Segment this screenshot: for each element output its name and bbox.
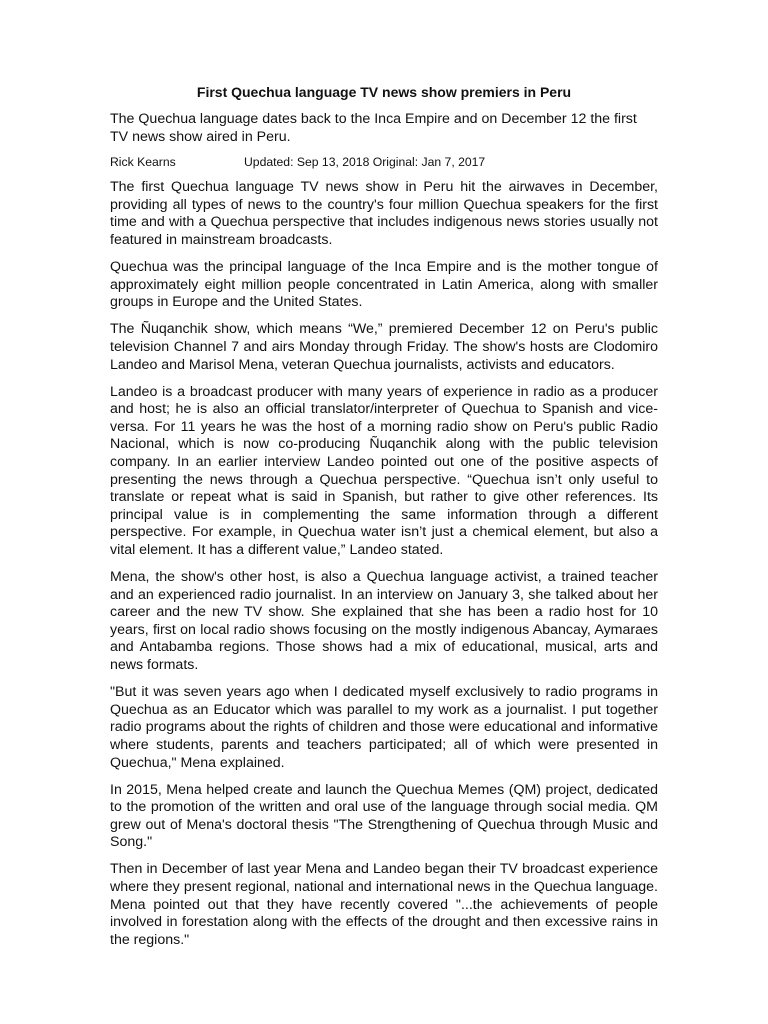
paragraph-3: The Ñuqanchik show, which means “We,” premiered December 12 on Peru's public television Channel 7 and airs Monday through Friday. The show's hosts are Clodomiro Landeo and Marisol Mena, veteran Quechua journalists, activists and educators. [110,321,658,373]
byline [110,155,658,170]
paragraph-2: Quechua was the principal language of the Inca Empire and is the mother tongue of approximately eight million people concentrated in Latin America, along with smaller groups in Europe and the United States. [110,259,658,311]
paragraph-5: Mena, the show's other host, is also a Quechua language activist, a trained teacher and an experienced radio journalist. In an interview on January 3, she talked about her career and the new TV show. She explained that she has been a radio host for 10 years, first on local radio shows focusing on the mostly indigenous Abancay, Aymaraes and Antabamba regions. Those shows had a mix of educational, musical, arts and news formats. [110,569,658,674]
author-name: Rick Kearns [110,155,176,170]
paragraph-6: "But it was seven years ago when I dedicated myself exclusively to radio programs in Quechua as an Educator which was parallel to my work as a journalist. I put together radio programs about the rights of children and those were educational and informative where students, parents and teachers participated; all of which were presented in Quechua," Mena explained. [110,684,658,771]
article-lede: The Quechua language dates back to the Inca Empire and on December 12 the first TV news show aired in Peru. [110,111,637,145]
paragraph-8: Then in December of last year Mena and Landeo began their TV broadcast experience where they present regional, national and international news in the Quechua language. Mena pointed out that they have recently covered "...the achievements of people involved in forestation along with the effects of the drought and then excessive rains in the regions." [110,861,658,948]
publication-dates: Updated: Sep 13, 2018 Original: Jan 7, 2017 [244,155,486,170]
article-title: First Quechua language TV news show premiers in Peru [196,84,572,100]
document-page [110,84,658,959]
paragraph-1: The first Quechua language TV news show in Peru hit the airwaves in December, providing all types of news to the country's four million Quechua speakers for the first time and with a Quechua perspective that includes indigenous news stories usually not featured in mainstream broadcasts. [110,179,658,248]
paragraph-4: Landeo is a broadcast producer with many years of experience in radio as a producer and host; he is also an official translator/interpreter of Quechua to Spanish and vice-versa. For 11 years he was the host of a morning radio show on Peru's public Radio Nacional, which is now co-producing Ñuqanchik along with the public television company. In an earlier interview Landeo pointed out one of the positive aspects of presenting the news through a Quechua perspective. “Quechua isn’t only useful to translate or repeat what is said in Spanish, but rather to give other references. Its principal value is in complementing the same information through a different perspective. For example, in Quechua water isn’t just a chemical element, but also a vital element. It has a different value,” Landeo stated. [110,383,658,558]
paragraph-7: In 2015, Mena helped create and launch the Quechua Memes (QM) project, dedicated to the promotion of the written and oral use of the language through social media. QM grew out of Mena's doctoral thesis "The Strengthening of Quechua through Music and Song." [110,781,658,851]
